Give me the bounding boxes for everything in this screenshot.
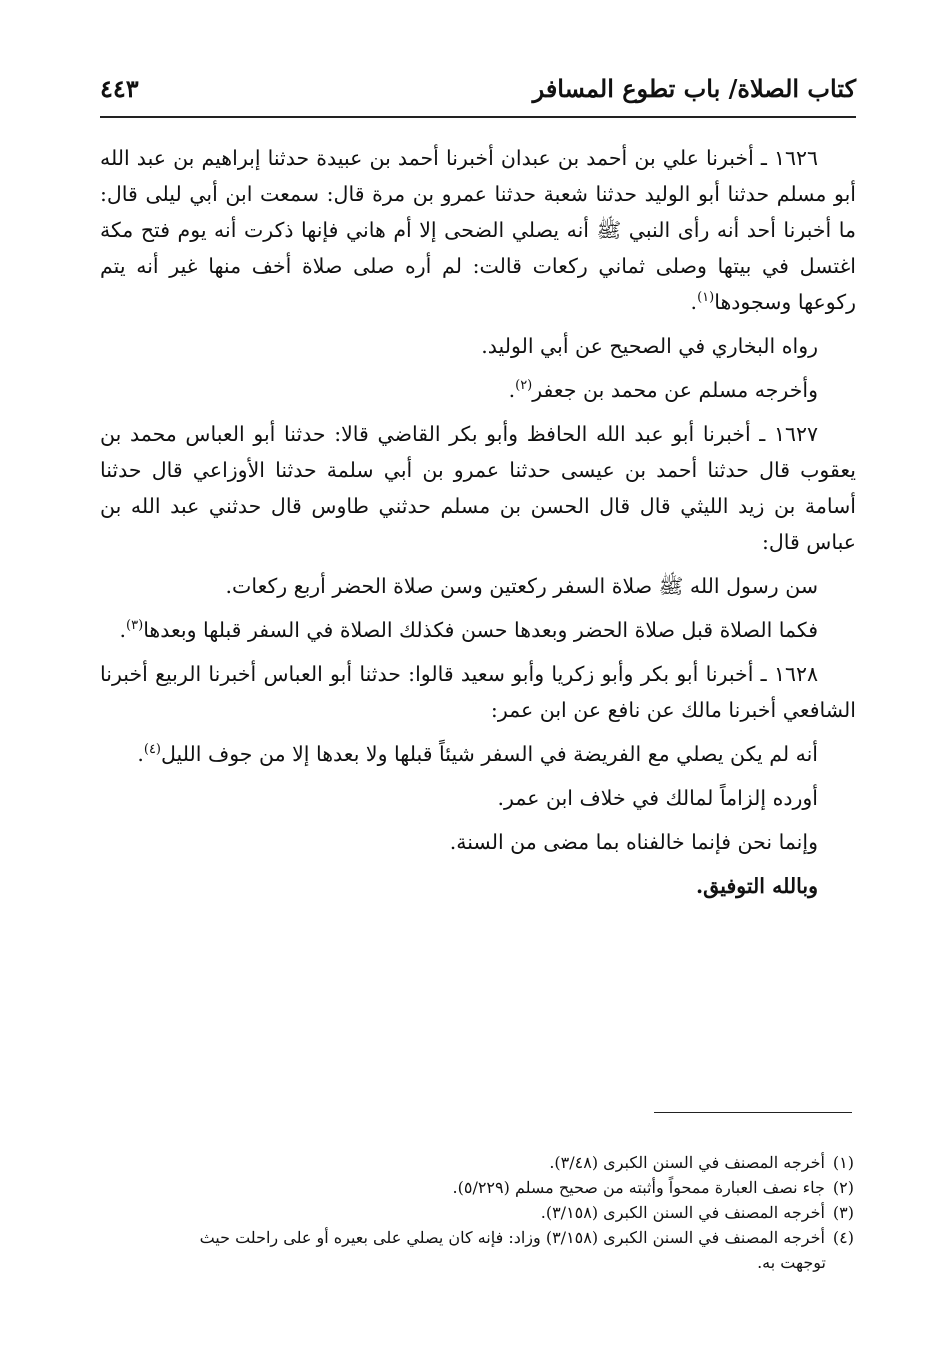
footnote-text: أخرجه المصنف في السنن الكبرى (٣/١٥٨) وزاد: فإنه كان يصلي على بعيره أو على راحلت حيث	[199, 1228, 825, 1247]
hadith-text: سن رسول الله ﷺ صلاة السفر ركعتين وسن صلاة الحضر أربع ركعات.	[225, 574, 818, 598]
narration-note: رواه البخاري في الصحيح عن أبي الوليد.	[481, 334, 818, 358]
commentary: فكما الصلاة قبل صلاة الحضر وبعدها حسن فكذلك الصلاة في السفر قبلها وبعدها$^{(٣)}$.	[119, 618, 818, 642]
page-number: ٤٤٣	[100, 74, 139, 103]
chapter-title: كتاب الصلاة/ باب تطوع المسافر	[532, 74, 856, 103]
commentary: أورده إلزاماً لمالك في خلاف ابن عمر.	[497, 786, 818, 810]
main-text	[100, 140, 856, 912]
footnote-ref-2: (٢)	[515, 378, 533, 394]
hadith-1628: ١٦٢٨ ـ أخبرنا أبو بكر وأبو زكريا وأبو سعيد قالوا: حدثنا أبو العباس أخبرنا الربيع أخبرنا الشافعي أخبرنا مالك عن نافع عن ابن عمر:	[100, 662, 856, 722]
footnote-4-continuation: توجهت به.	[757, 1253, 826, 1272]
footnote-number: (٤)	[832, 1228, 854, 1247]
footnote-4	[118, 1225, 854, 1250]
footnote-number: (٢)	[832, 1178, 854, 1197]
closing-phrase: وبالله التوفيق.	[696, 874, 818, 898]
footnote-3	[118, 1200, 854, 1225]
paragraph-text: فكما الصلاة قبل صلاة الحضر وبعدها حسن فكذلك الصلاة في السفر قبلها وبعدها	[143, 618, 818, 642]
paragraph-text: ١٦٢٦ ـ أخبرنا علي بن أحمد بن عبدان أخبرنا أحمد بن عبيدة حدثنا إبراهيم بن عبد الله أبو مسلم حدثنا أبو الوليد حدثنا شعبة حدثنا عمرو بن مرة قال: سمعت ابن أبي ليلى قال: ما أخبرنا أحد أنه رأى النبي ﷺ أنه يصلي الضحى إلا أم هاني فإنها ذكرت أنه يوم فتح مكة اغتسل في بيتها وصلى ثماني ركعات قالت: لم أره صلى صلاة أخف منها غير أنه يتم ركوعها وسجودها	[100, 146, 856, 314]
paragraph-text: وأخرجه مسلم عن محمد بن جعفر	[532, 378, 818, 402]
footnote-text: جاء نصف العبارة ممحواً وأثبته من صحيح مسلم (٥/٢٢٩).	[452, 1178, 825, 1197]
footnote-ref-3: (٣)	[126, 618, 144, 634]
footnote-divider	[654, 1112, 852, 1113]
commentary: وإنما نحن فإنما خالفناه بما مضى من السنة.	[449, 830, 818, 854]
page-header	[100, 70, 856, 118]
hadith-1627: ١٦٢٧ ـ أخبرنا أبو عبد الله الحافظ وأبو بكر القاضي قالا: حدثنا أبو العباس محمد بن يعقوب قال حدثنا أحمد بن عيسى حدثنا عمرو بن أبي سلمة حدثنا الأوزاعي قال حدثنا أسامة بن زيد الليثي قال قال الحسن بن مسلم حدثني طاوس قال حدثني عبد الله بن عباس قال:	[100, 422, 856, 554]
footnote-text: أخرجه المصنف في السنن الكبرى (٣/٤٨).	[549, 1153, 825, 1172]
paragraph-text: أنه لم يكن يصلي مع الفريضة في السفر شيئاً قبلها ولا بعدها إلا من جوف الليل	[161, 742, 818, 766]
footnote-2	[118, 1175, 854, 1200]
hadith-text: أنه لم يكن يصلي مع الفريضة في السفر شيئاً قبلها ولا بعدها إلا من جوف الليل$^{(٤)}$.	[137, 742, 818, 766]
footnote-ref-1: (١)	[697, 290, 715, 306]
footnote-text: أخرجه المصنف في السنن الكبرى (٣/١٥٨).	[540, 1203, 825, 1222]
hadith-1626: ١٦٢٦ ـ أخبرنا علي بن أحمد بن عبدان أخبرنا أحمد بن عبيدة حدثنا إبراهيم بن عبد الله أبو مسلم حدثنا أبو الوليد حدثنا شعبة حدثنا عمرو بن مرة قال: سمعت ابن أبي ليلى قال: ما أخبرنا أحد أنه رأى النبي ﷺ أنه يصلي الضحى إلا أم هاني فإنها ذكرت أنه يوم فتح مكة اغتسل في بيتها وصلى ثماني ركعات قالت: لم أره صلى صلاة أخف منها غير أنه يتم ركوعها وسجودها$^{(١)}$.	[100, 146, 856, 314]
footnotes	[118, 1150, 854, 1275]
footnote-ref-4: (٤)	[143, 742, 161, 758]
footnote-1	[118, 1150, 854, 1175]
footnote-number: (٣)	[832, 1203, 854, 1222]
footnote-number: (١)	[832, 1153, 854, 1172]
narration-note: وأخرجه مسلم عن محمد بن جعفر$^{(٢)}$.	[508, 378, 818, 402]
